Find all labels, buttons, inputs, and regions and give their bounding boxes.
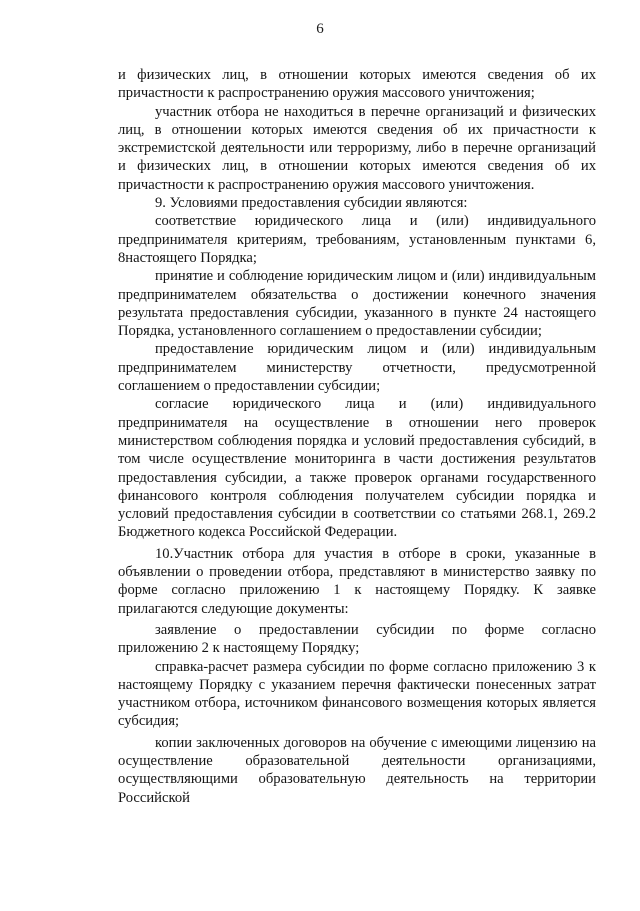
- document-body: [118, 66, 596, 807]
- paragraph: копии заключенных договоров на обучение с имеющими лицензию на осуществление образовательной деятельности организациями, осуществляющими образовательную деятельность на территории Российской: [118, 734, 596, 806]
- paragraph: заявление о предоставлении субсидии по форме согласно приложению 2 к настоящему Порядку;: [118, 621, 596, 657]
- paragraph: согласие юридического лица и (или) индивидуального предпринимателя на осуществление в отношении него проверок министерством соблюдения порядка и условий предоставления субсидий, в том числе осуществление мониторинга в части достижения результатов предоставления субсидии, а также проверок органами государственного финансового контроля соблюдения получателем субсидии порядка и условий предоставления субсидии в соответствии со статьями 268.1, 269.2 Бюджетного кодекса Российской Федерации.: [118, 396, 596, 541]
- paragraph: предоставление юридическим лицом и (или) индивидуальным предпринимателем министерству отчетности, предусмотренной соглашением о предоставлении субсидии;: [118, 341, 596, 395]
- paragraph: соответствие юридического лица и (или) индивидуального предпринимателя критериям, требованиям, установленным пунктами 6, 8настоящего Порядка;: [118, 213, 596, 266]
- paragraph: 9. Условиями предоставления субсидии являются:: [155, 195, 468, 212]
- paragraph: и физических лиц, в отношении которых имеются сведения об их причастности к распространению оружия массового уничтожения;: [118, 67, 596, 102]
- paragraph: принятие и соблюдение юридическим лицом и (или) индивидуальным предпринимателем обязательства о достижении конечного значения результата предоставления субсидии, указанного в пункте 24 настоящего Порядка, установленного соглашением о предоставлении субсидии;: [118, 268, 596, 340]
- paragraph: 10.Участник отбора для участия в отборе в сроки, указанные в объявлении о проведении отбора, представляют в министерство заявку по форме согласно приложению 1 к настоящему Порядку. К заявке прилагаются следующие документы:: [118, 545, 596, 617]
- paragraph: справка-расчет размера субсидии по форме согласно приложению 3 к настоящему Порядку с указанием перечня фактически понесенных затрат участником отбора, источником финансового возмещения которых является субсидия;: [118, 658, 596, 730]
- page-number: 6: [316, 21, 324, 37]
- paragraph: участник отбора не находиться в перечне организаций и физических лиц, в отношении которых имеются сведения об их причастности к экстремистской деятельности или терроризму, либо в перечне организаций и физических лиц, в отношении которых имеются сведения об их причастности к распространению оружия массового уничтожения.: [118, 103, 596, 193]
